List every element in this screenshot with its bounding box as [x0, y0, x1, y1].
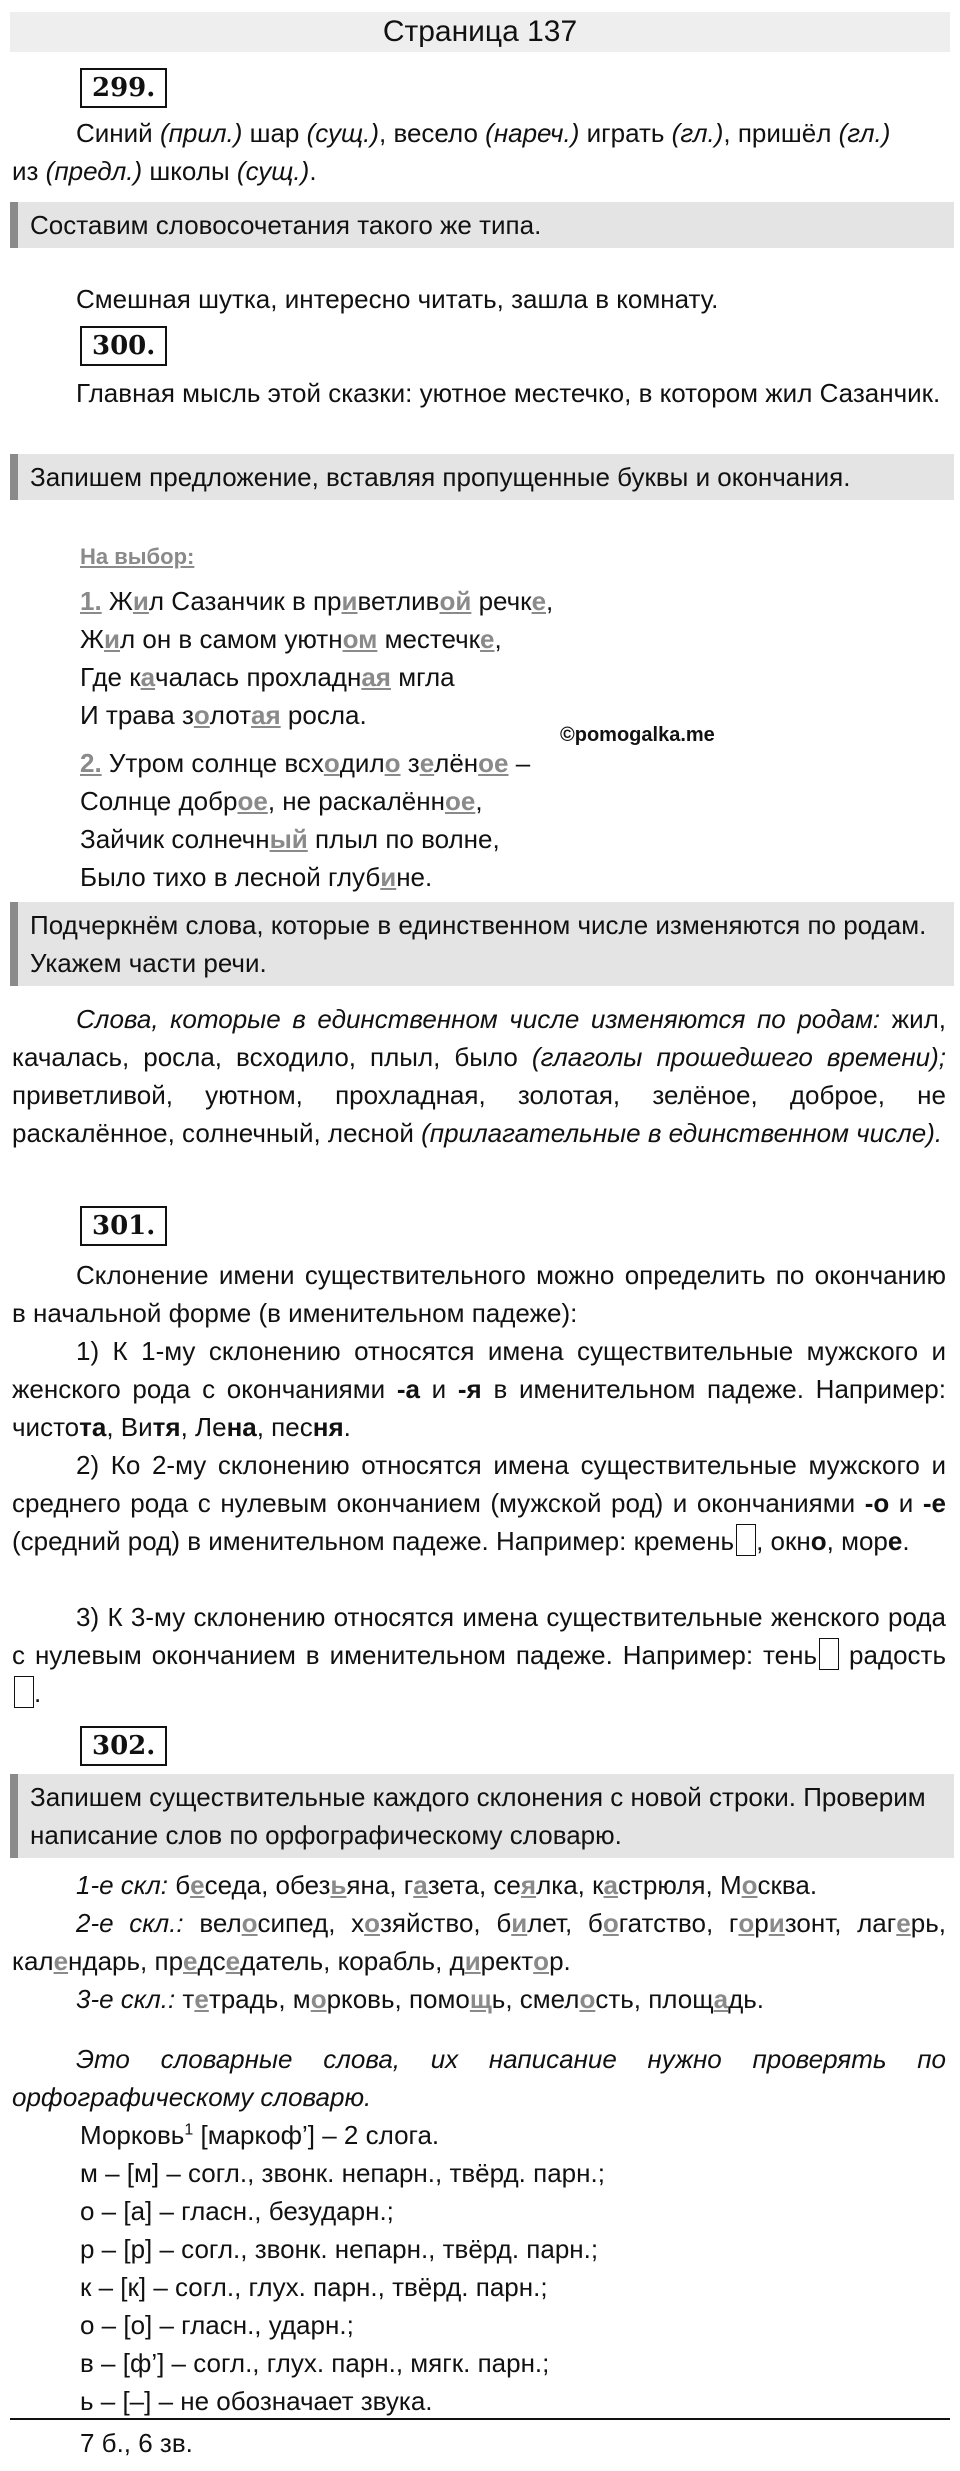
phonetic-summary: 7 б., 6 зв.	[80, 2428, 193, 2458]
null-ending-box	[819, 1638, 839, 1670]
watermark: ©pomogalka.me	[560, 724, 715, 746]
declension-2: 2-е скл.: велосипед, хозяйство, билет, богатство, горизонт, лагерь, календарь, председатель, корабль, директор.	[12, 1908, 946, 1976]
task-301-item-1: 1) К 1-му склонению относятся имена существительные мужского и женского рода с окончаниями -а и -я в именительном падеже. Например: чистота, Витя, Лена, песня.	[12, 1336, 946, 1442]
phonetic-head: Морковь$^1$ [маркоф’] – 2 слога.	[80, 2120, 440, 2150]
phonetic-line: к – [к] – согл., глух. парн., твёрд. парн.;	[80, 2272, 548, 2302]
null-ending-box	[14, 1676, 34, 1708]
task-300-text: Главная мысль этой сказки: уютное местечко, в котором жил Сазанчик.	[76, 378, 941, 408]
task-302-note: Запишем существительные каждого склонения с новой строки. Проверим написание слов по орфографическому словарю.	[10, 1774, 954, 1858]
task-300-note: Запишем предложение, вставляя пропущенные буквы и окончания.	[10, 454, 954, 500]
task-300-answer: Слова, которые в единственном числе изменяются по родам: жил, качалась, росла, всходило, плыл, было (глаголы прошедшего времени); приветливой, уютном, прохладная, золотая, зелёное, доброе, не раскалённое, солнечный, лесной (прилагательные в единственном числе).	[12, 1004, 946, 1148]
task-number-302: 302.	[80, 1726, 167, 1766]
phonetic-line: ь – [–] – не обозначает звука.	[80, 2386, 433, 2416]
poem-2: 2. Утром солнце всходило зелёное – Солнце доброе, не раскалённое, Зайчик солнечный плыл по волне, Было тихо в лесной глубине.	[80, 748, 531, 892]
task-301-item-3: 3) К 3-му склонению относятся имена существительные женского рода с нулевым окончанием в именительном падеже. Например: тень радость.	[12, 1602, 946, 1708]
task-number-301: 301.	[80, 1206, 167, 1246]
task-299-sentence: Синий (прил.) шар (сущ.), весело (нареч.) играть (гл.), пришёл (гл.)	[76, 118, 891, 148]
poem-1: 1. Жил Сазанчик в приветливой речке, Жил он в самом уютном местечке, Где качалась прохладная мгла И трава золотая росла.	[80, 586, 554, 730]
task-number-299: 299.	[80, 68, 167, 108]
task-302-conclusion: Это словарные слова, их написание нужно проверять по орфографическому словарю.	[12, 2044, 946, 2112]
choice-label: На выбор:	[80, 544, 195, 569]
phonetic-analysis	[80, 2116, 940, 2420]
task-299-answer: Смешная шутка, интересно читать, зашла в комнату.	[76, 284, 719, 314]
task-301-intro: Склонение имени существительного можно определить по окончанию в начальной форме (в именительном падеже):	[12, 1260, 946, 1328]
null-ending-box	[736, 1524, 756, 1556]
page-header	[10, 12, 950, 52]
phonetic-line: м – [м] – согл., звонк. непарн., твёрд. парн.;	[80, 2158, 605, 2188]
task-301-item-2: 2) Ко 2-му склонению относятся имена существительные мужского и среднего рода с нулевым окончанием (мужской род) и окончаниями -о и -е (средний род) в именительном падеже. Например: кремень , окно, море.	[12, 1450, 946, 1556]
phonetic-line: в – [ф’] – согл., глух. парн., мягк. парн.;	[80, 2348, 550, 2378]
task-299-sentence-line2: из (предл.) школы (сущ.).	[12, 156, 317, 186]
phonetic-line: р – [р] – согл., звонк. непарн., твёрд. парн.;	[80, 2234, 599, 2264]
task-299-note: Составим словосочетания такого же типа.	[10, 202, 954, 248]
declension-1: 1-е скл: беседа, обезьяна, газета, сеялка, кастрюля, Москва.	[76, 1870, 818, 1900]
phonetic-line: о – [о] – гласн., ударн.;	[80, 2310, 354, 2340]
phonetic-line: о – [а] – гласн., безударн.;	[80, 2196, 394, 2226]
page-title: Страница 137	[382, 15, 578, 48]
divider	[10, 2418, 950, 2420]
task-300-note-2: Подчеркнём слова, которые в единственном числе изменяются по родам. Укажем части речи.	[10, 902, 954, 986]
task-number-300: 300.	[80, 326, 167, 366]
declension-3: 3-е скл.: тетрадь, морковь, помощь, смелость, площадь.	[76, 1984, 765, 2014]
